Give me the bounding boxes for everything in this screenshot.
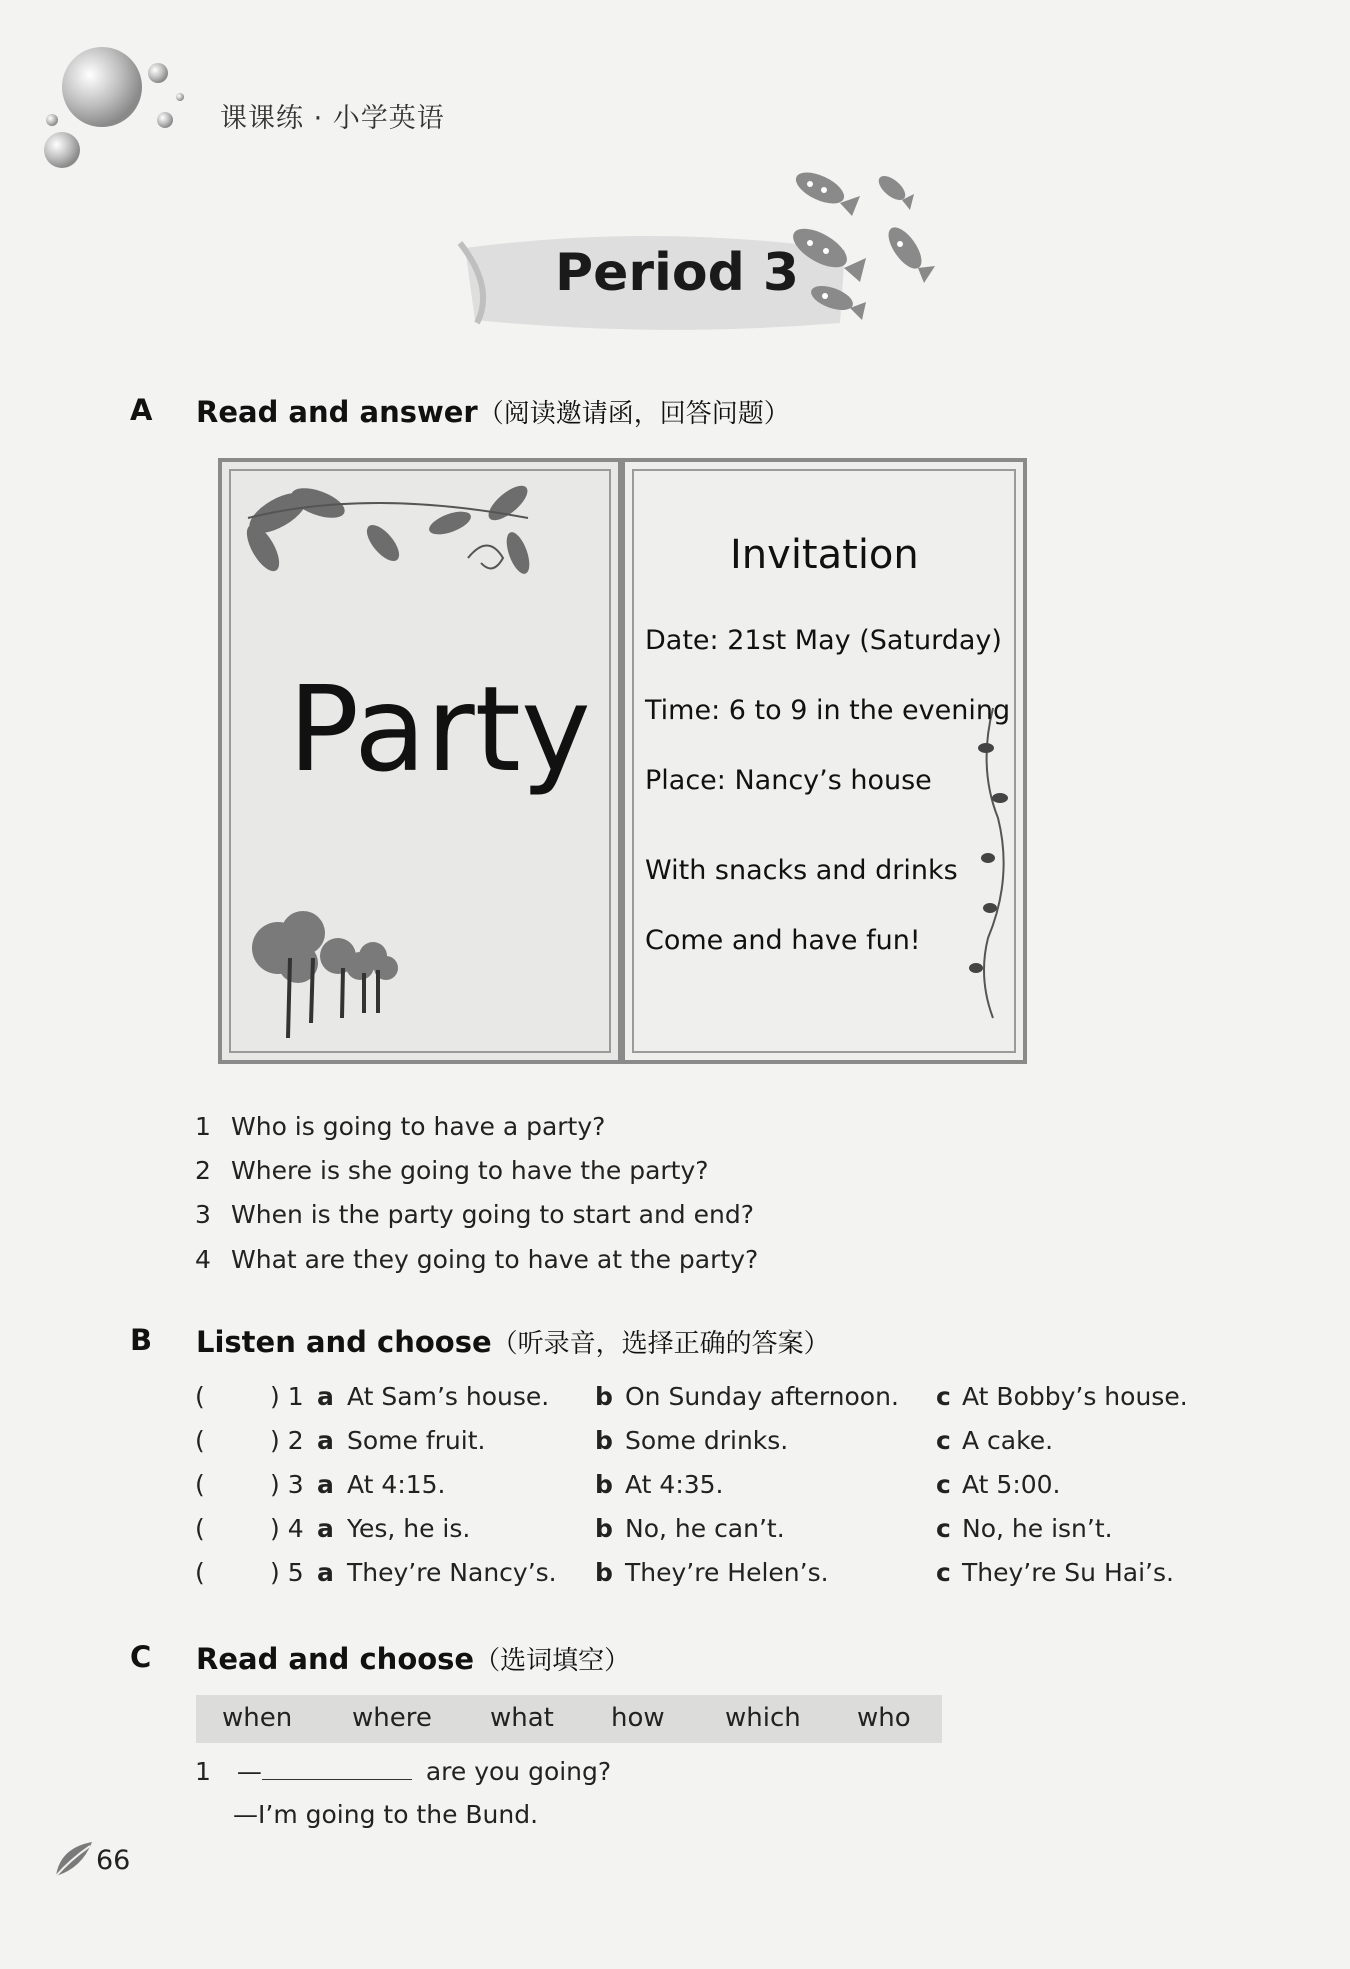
option-c-letter: c: [936, 1382, 951, 1411]
question-1: [195, 1112, 605, 1141]
question-2: [195, 1156, 709, 1185]
section-a-title-text: Read and answer: [196, 395, 478, 429]
invitation-title: Invitation: [730, 532, 919, 578]
page-number: 66: [96, 1845, 131, 1876]
fill-item-1-answer: —I’m going to the Bund.: [233, 1800, 539, 1829]
section-c-title: [196, 1640, 630, 1677]
word-bank-item: what: [490, 1703, 554, 1733]
word-bank-item: where: [352, 1703, 432, 1733]
row-number: ) 4: [270, 1514, 304, 1543]
choice-row-2: [195, 1426, 1195, 1462]
choice-row-4: [195, 1514, 1195, 1550]
book-title: 课课练 · 小学英语: [220, 103, 445, 134]
fill-item-dash: —: [236, 1757, 262, 1786]
option-a-letter: a: [317, 1558, 334, 1587]
word-bank: [196, 1695, 942, 1743]
question-num: 1: [195, 1112, 211, 1141]
page-title: Period 3: [555, 243, 800, 303]
word-bank-item: who: [857, 1703, 911, 1733]
choice-row-3: [195, 1470, 1195, 1506]
option-c-letter: c: [936, 1558, 951, 1587]
option-c-letter: c: [936, 1514, 951, 1543]
option-a-text: Yes, he is.: [347, 1514, 471, 1543]
option-b-text: On Sunday afternoon.: [625, 1382, 899, 1411]
question-text: When is the party going to start and end?: [231, 1200, 754, 1229]
leaf-icon: [52, 1838, 96, 1880]
option-b-text: Some drinks.: [625, 1426, 789, 1455]
option-c-text: No, he isn’t.: [962, 1514, 1113, 1543]
word-bank-item: which: [725, 1703, 801, 1733]
option-a-letter: a: [317, 1514, 334, 1543]
fish-decoration: [780, 158, 950, 328]
invitation-place: Place: Nancy’s house: [645, 765, 932, 796]
invitation-snacks: With snacks and drinks: [645, 855, 958, 886]
paren-open: (: [195, 1426, 205, 1455]
section-b-title-text: Listen and choose: [196, 1325, 492, 1359]
bubbles-decoration: [40, 45, 190, 175]
choice-row-5: [195, 1558, 1195, 1594]
section-c-letter: C: [130, 1640, 152, 1674]
option-b-letter: b: [595, 1470, 613, 1499]
word-bank-item: when: [222, 1703, 293, 1733]
question-num: 2: [195, 1156, 211, 1185]
paren-open: (: [195, 1558, 205, 1587]
question-num: 4: [195, 1245, 211, 1274]
section-b-title: [196, 1323, 830, 1360]
word-bank-item: how: [611, 1703, 665, 1733]
option-a-letter: a: [317, 1470, 334, 1499]
question-num: 3: [195, 1200, 211, 1229]
option-a-letter: a: [317, 1426, 334, 1455]
choice-row-1: [195, 1382, 1195, 1418]
option-a-letter: a: [317, 1382, 334, 1411]
fill-item-question: are you going?: [425, 1757, 612, 1786]
fill-item-num: 1: [195, 1757, 211, 1786]
option-c-text: A cake.: [962, 1426, 1054, 1455]
row-number: ) 2: [270, 1426, 304, 1455]
option-c-text: At Bobby’s house.: [962, 1382, 1188, 1411]
option-b-letter: b: [595, 1514, 613, 1543]
invitation-fun: Come and have fun!: [645, 925, 921, 956]
section-a-subtitle: （阅读邀请函，回答问题）: [477, 399, 790, 429]
option-b-text: They’re Helen’s.: [625, 1558, 829, 1587]
question-text: Who is going to have a party?: [231, 1112, 606, 1141]
option-b-letter: b: [595, 1382, 613, 1411]
option-a-text: At Sam’s house.: [347, 1382, 550, 1411]
row-number: ) 5: [270, 1558, 304, 1587]
row-number: ) 3: [270, 1470, 304, 1499]
option-a-text: They’re Nancy’s.: [347, 1558, 557, 1587]
row-number: ) 1: [270, 1382, 304, 1411]
question-text: Where is she going to have the party?: [231, 1156, 709, 1185]
section-b-letter: B: [130, 1323, 153, 1357]
option-c-text: At 5:00.: [962, 1470, 1061, 1499]
option-b-text: No, he can’t.: [625, 1514, 785, 1543]
option-b-text: At 4:35.: [625, 1470, 724, 1499]
section-c-title-text: Read and choose: [196, 1642, 475, 1676]
paren-open: (: [195, 1382, 205, 1411]
question-text: What are they going to have at the party?: [231, 1245, 759, 1274]
invitation-time: Time: 6 to 9 in the evening: [645, 695, 1011, 726]
question-4: [195, 1245, 758, 1274]
option-a-text: Some fruit.: [347, 1426, 486, 1455]
party-word: Party: [288, 660, 591, 798]
section-a-letter: A: [130, 393, 153, 427]
section-b-subtitle: （听录音，选择正确的答案）: [491, 1329, 830, 1359]
option-a-text: At 4:15.: [347, 1470, 446, 1499]
option-b-letter: b: [595, 1558, 613, 1587]
fill-item-1: [195, 1757, 611, 1786]
paren-open: (: [195, 1470, 205, 1499]
answer-blank[interactable]: [262, 1757, 412, 1780]
invitation-date: Date: 21st May (Saturday): [645, 625, 1002, 656]
section-a-title: [196, 393, 790, 430]
paren-open: (: [195, 1514, 205, 1543]
section-c-subtitle: （选词填空）: [474, 1646, 631, 1676]
option-c-text: They’re Su Hai’s.: [962, 1558, 1174, 1587]
option-b-letter: b: [595, 1426, 613, 1455]
option-c-letter: c: [936, 1470, 951, 1499]
option-c-letter: c: [936, 1426, 951, 1455]
question-3: [195, 1200, 754, 1229]
